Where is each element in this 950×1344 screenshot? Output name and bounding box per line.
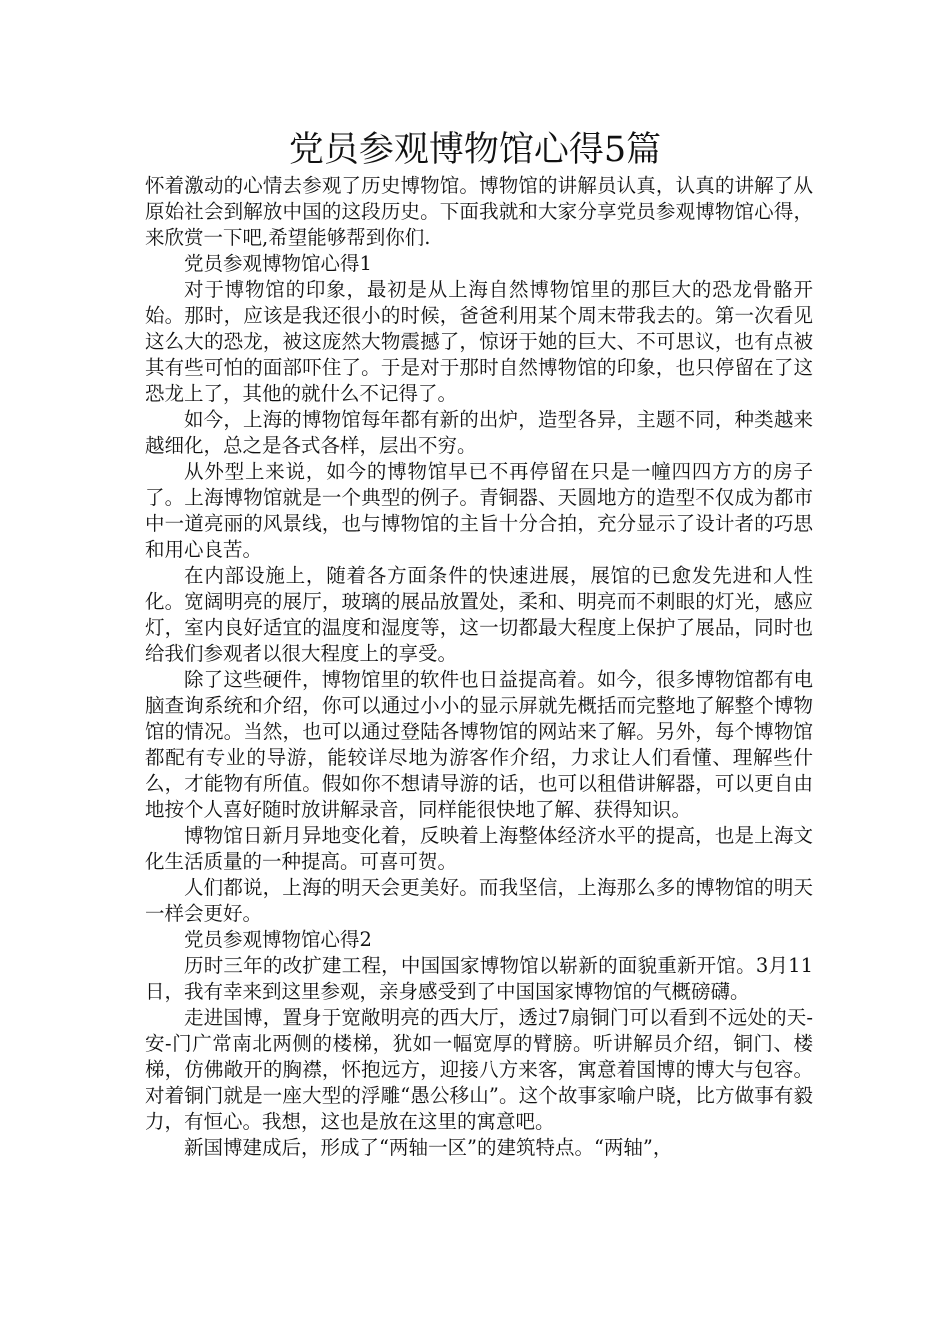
- section-2-paragraph: 历时三年的改扩建工程，中国国家博物馆以崭新的面貌重新开馆。3月11日，我有幸来到这里参观，亲身感受到了中国国家博物馆的气概磅礴。: [145, 954, 813, 1003]
- document-body: [145, 173, 813, 1161]
- section-2-paragraph: 新国博建成后，形成了“两轴一区”的建筑特点。“两轴”，: [184, 1136, 673, 1159]
- section-2-heading: 党员参观博物馆心得2: [184, 928, 372, 951]
- section-1-paragraph: 博物馆日新月异地变化着，反映着上海整体经济水平的提高，也是上海文化生活质量的一种提高。可喜可贺。: [145, 824, 813, 873]
- section-1-heading: 党员参观博物馆心得1: [184, 252, 372, 275]
- section-1-paragraph: 对于博物馆的印象，最初是从上海自然博物馆里的那巨大的恐龙骨骼开始。那时，应该是我还很小的时候，爸爸利用某个周末带我去的。第一次看见这么大的恐龙，被这庞然大物震撼了，惊讶于她的巨大、不可思议，也有点被其有些可怕的面部吓住了。于是对于那时自然博物馆的印象，也只停留在了这恐龙上了，其他的就什么不记得了。: [145, 278, 813, 405]
- section-2-paragraph: 走进国博，置身于宽敞明亮的西大厅，透过7扇铜门可以看到不远处的天-安-门广常南北两侧的楼梯，犹如一幅宽厚的臂膀。听讲解员介绍，铜门、楼梯，仿佛敞开的胸襟，怀抱远方，迎接八方来客，寓意着国博的博大与包容。对着铜门就是一座大型的浮雕“愚公移山”。这个故事家喻户晓，比方做事有毅力，有恒心。我想，这也是放在这里的寓意吧。: [145, 1006, 813, 1133]
- document-title: 党员参观博物馆心得5篇: [288, 130, 662, 170]
- section-1-paragraph: 从外型上来说，如今的博物馆早已不再停留在只是一幢四四方方的房子了。上海博物馆就是一个典型的例子。青铜器、天圆地方的造型不仅成为都市中一道亮丽的风景线，也与博物馆的主旨十分合拍，充分显示了设计者的巧思和用心良苦。: [145, 460, 813, 561]
- section-1-paragraph: 在内部设施上，随着各方面条件的快速进展，展馆的已愈发先进和人性化。宽阔明亮的展厅，玻璃的展品放置处，柔和、明亮而不刺眼的灯光，感应灯，室内良好适宜的温度和湿度等，这一切都最大程度上保护了展品，同时也给我们参观者以很大程度上的享受。: [145, 564, 813, 665]
- intro-paragraph: 怀着激动的心情去参观了历史博物馆。博物馆的讲解员认真，认真的讲解了从原始社会到解放中国的这段历史。下面我就和大家分享党员参观博物馆心得，来欣赏一下吧,希望能够帮到你们.: [145, 174, 813, 249]
- section-1-paragraph: 除了这些硬件，博物馆里的软件也日益提高着。如今，很多博物馆都有电脑查询系统和介绍，你可以通过小小的显示屏就先概括而完整地了解整个博物馆的情况。当然，也可以通过登陆各博物馆的网站来了解。另外，每个博物馆都配有专业的导游，能较详尽地为游客作介绍，力求让人们看懂、理解些什么，才能物有所值。假如你不想请导游的话，也可以租借讲解器，可以更自由地按个人喜好随时放讲解录音，同样能很快地了解、获得知识。: [145, 668, 813, 821]
- section-1-paragraph: 如今，上海的博物馆每年都有新的出炉，造型各异，主题不同，种类越来越细化，总之是各式各样，层出不穷。: [145, 408, 813, 457]
- section-1-paragraph: 人们都说，上海的明天会更美好。而我坚信，上海那么多的博物馆的明天一样会更好。: [145, 876, 813, 925]
